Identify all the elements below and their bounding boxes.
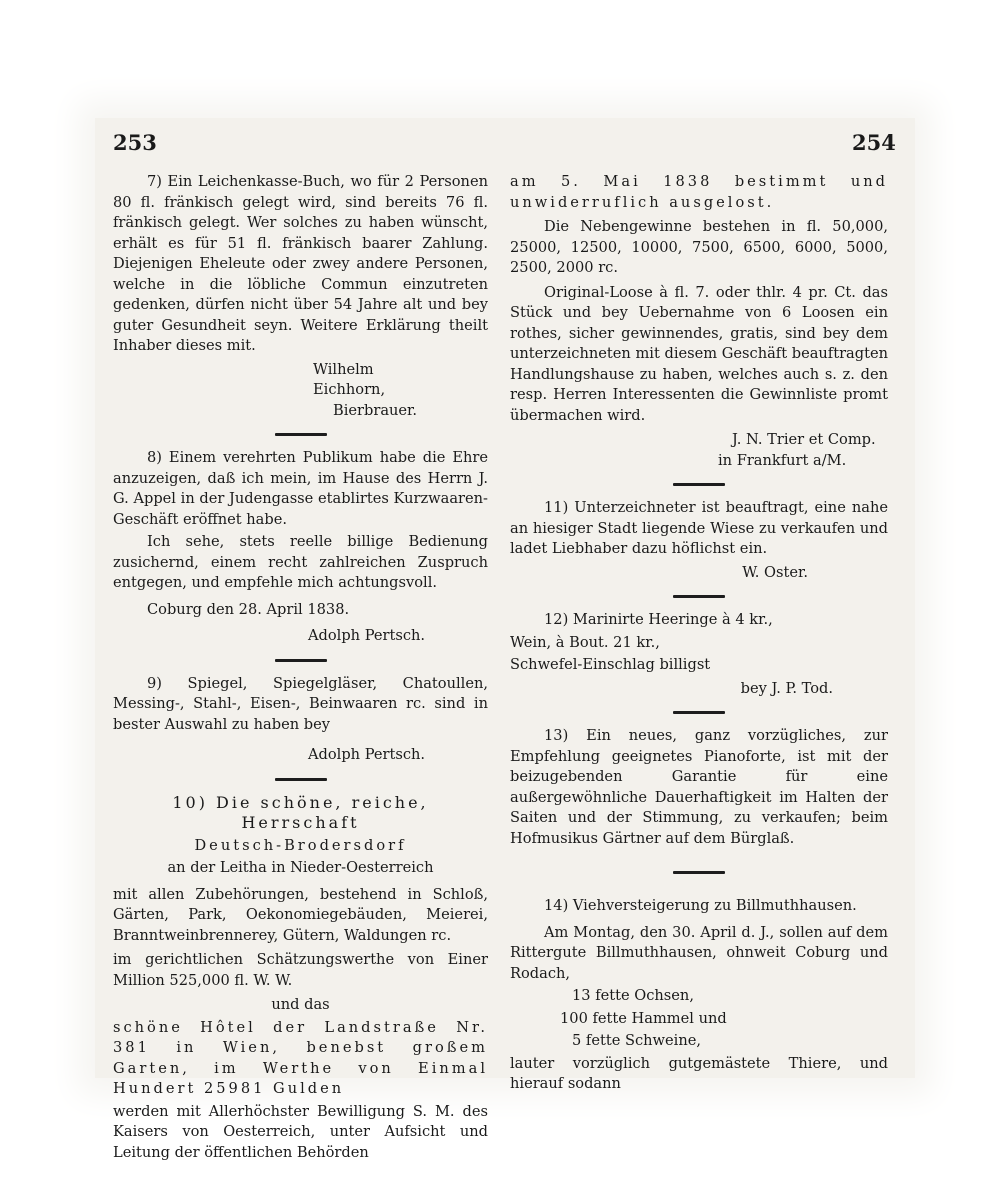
ad-11-signature: W. Oster. <box>742 563 808 581</box>
ad-14-heading: 14) Viehversteigerung zu Billmuthhausen. <box>544 897 857 914</box>
ad-7-signature-title: Bierbrauer. <box>333 401 418 419</box>
ad-12-line-2: Wein, à Bout. 21 kr., <box>510 633 660 651</box>
ad-14-item-1: 13 fette Ochsen, <box>572 987 694 1004</box>
ad-14-text-2: lauter vorzüglich gutgemästete Thiere, und hierauf sodann <box>510 1054 888 1092</box>
ad-9-signature: Adolph Pertsch. <box>308 746 426 763</box>
ad-7-text: 7) Ein Leichenkasse-Buch, wo für 2 Personen 80 fl. fränkisch gelegt wird, sind bereits 76 fl. fränkisch gelegt. Wer solches zu haben wünscht, erhält es für 51 fl. fränkisch baarer Zahlung. Diejenigen Eheleute oder zwey andere Personen, welche in die löbliche Commun einzutreten gedenken, dürfen nicht über 54 Jahre alt und bey guter Gesundheit seyn. Weitere Erklärung theilt Inhaber dieses mit. <box>113 173 488 354</box>
ad-10-text-1: mit allen Zubehörungen, bestehend in Schloß, Gärten, Park, Oekonomiegebäuden, Meierei, Branntweinbrennerey, Gütern, Waldungen rc. <box>113 885 488 944</box>
divider <box>673 595 725 598</box>
ad-8-text-2: Ich sehe, stets reelle billige Bedienung zusichernd, einem recht zahlreichen Zuspruch entgegen, und empfehle mich achtungsvoll. <box>113 533 488 591</box>
page-number-right: 254 <box>852 130 896 155</box>
ad-8-date: Coburg den 28. April 1838. <box>147 600 350 618</box>
lottery-text-2: Die Nebengewinne bestehen in fl. 50,000, 25000, 12500, 10000, 7500, 6500, 6000, 5000, 2500, 2000 rc. <box>510 218 888 276</box>
ad-14-text: Am Montag, den 30. April d. J., sollen auf dem Rittergute Billmuthhausen, ohnweit Coburg und Rodach, <box>510 923 888 982</box>
lottery-text-3: Original-Loose à fl. 7. oder thlr. 4 pr. Ct. das Stück und bey Uebernahme von 6 Loosen ein rothes, sicher gewinnendes, gratis, sind bey dem unterzeichneten mit diesem Geschäft beauftragten Handlungshause zu haben, welches auch s. z. den resp. Herren Interessenten die Gewinnliste promt übermachen wird. <box>510 283 888 424</box>
lottery-signature-city: in Frankfurt a/M. <box>718 451 847 469</box>
ad-10-location: an der Leitha in Nieder-Oesterreich <box>167 859 434 876</box>
divider <box>673 871 725 874</box>
ad-14-item-2: 100 fette Hammel und <box>560 1009 727 1027</box>
lottery-signature-company: J. N. Trier et Comp. <box>732 431 876 448</box>
divider <box>673 711 725 714</box>
ad-10-text-2: im gerichtlichen Schätzungswerthe von Einer Million 525,000 fl. W. W. <box>113 951 488 989</box>
ad-14-item-3: 5 fette Schweine, <box>572 1032 702 1049</box>
ad-9-text: 9) Spiegel, Spiegelgläser, Chatoullen, Messing-, Stahl-, Eisen-, Beinwaaren rc. sind in bester Auswahl zu haben bey <box>113 674 488 733</box>
ad-12-line-1: 12) Marinirte Heeringe à 4 kr., <box>544 611 773 628</box>
ad-8-signature: Adolph Pertsch. <box>308 627 426 644</box>
ad-11-text: 11) Unterzeichneter ist beauftragt, eine nahe an hiesiger Stadt liegende Wiese zu verkaufen und ladet Liebhaber dazu höflichst ein. <box>510 499 888 557</box>
divider <box>275 433 327 436</box>
divider <box>673 483 725 486</box>
ad-10-text-3: schöne Hôtel der Landstraße Nr. 381 in Wien, benebst großem Garten, im Werthe von Einmal Hundert 25981 Gulden <box>113 1018 488 1097</box>
ad-10-estate-name: Deutsch-Brodersdorf <box>194 836 407 854</box>
left-column <box>113 172 488 1165</box>
ad-13-text: 13) Ein neues, ganz vorzügliches, zur Empfehlung geeignetes Pianoforte, ist mit der beizugebenden Garantie für eine außergewöhnliche Dauerhaftigkeit im Halten der Saiten und der Stimmung, zu verkaufen; beim Hofmusikus Gärtner auf dem Bürglaß. <box>510 727 888 847</box>
ad-7-signature-name: Wilhelm Eichhorn, <box>313 360 386 398</box>
ad-10-und: und das <box>271 996 330 1013</box>
ad-8-text: 8) Einem verehrten Publikum habe die Ehre anzuzeigen, daß ich mein, im Hause des Herrn J. G. Appel in der Judengasse etablirtes Kurzwaaren-Geschäft eröffnet habe. <box>113 449 488 528</box>
right-column <box>510 172 888 1097</box>
ad-12-line-3: Schwefel-Einschlag billigst <box>510 656 711 673</box>
ad-10-text-4: werden mit Allerhöchster Bewilligung S. M. des Kaisers von Oesterreich, unter Aufsicht und Leitung der öffentlichen Behörden <box>113 1102 488 1161</box>
divider <box>275 778 327 781</box>
ad-12-signature: bey J. P. Tod. <box>740 679 833 697</box>
divider <box>275 659 327 662</box>
ad-10-heading: 10) Die schöne, reiche, Herrschaft <box>172 792 429 832</box>
lottery-text-1: am 5. Mai 1838 bestimmt und unwiderruflich ausgelost. <box>510 173 888 211</box>
page-number-left: 253 <box>113 130 157 155</box>
